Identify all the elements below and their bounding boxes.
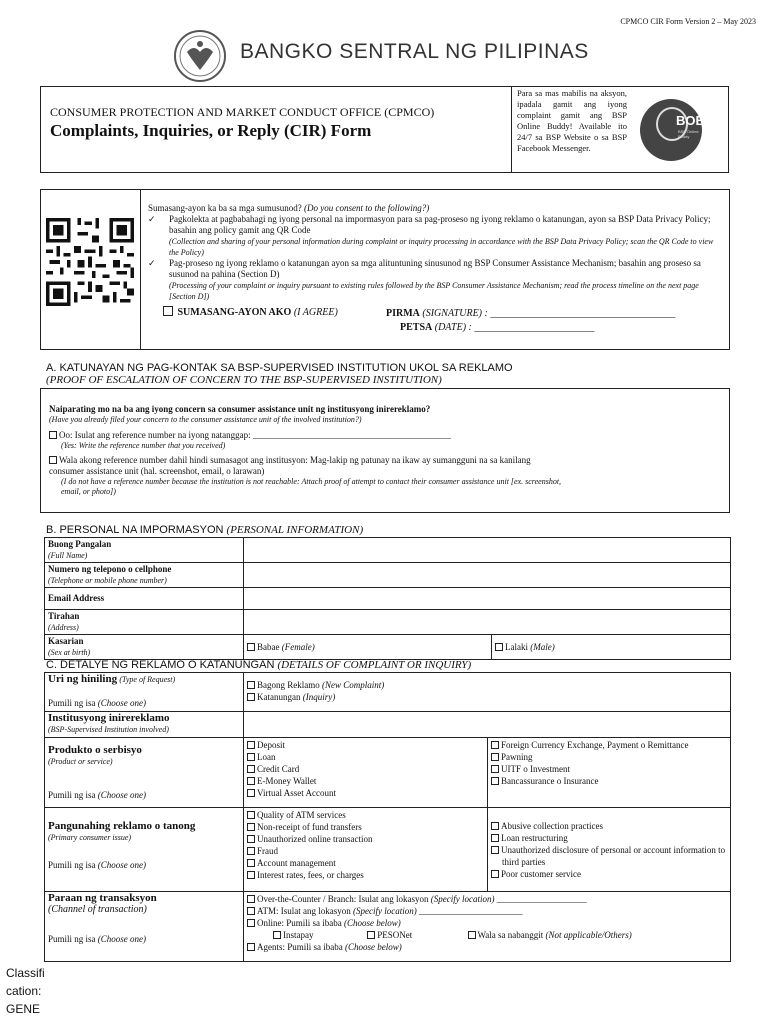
option-loan[interactable]: Loan	[247, 751, 484, 763]
option-instapay[interactable]: Instapay	[273, 929, 365, 941]
checkbox-icon[interactable]	[491, 846, 499, 854]
section-a-question: Naiparating mo na ba ang iyong concern sa consumer assistance unit ng institusyong inirereklamo?	[49, 404, 431, 414]
option-online[interactable]: Online: Pumili sa ibaba (Choose below)	[247, 917, 727, 929]
personal-info-table	[44, 537, 731, 660]
table-row: Kasarian (Sex at birth) Babae (Female) Lalaki (Male)	[45, 635, 731, 660]
checkbox-icon[interactable]	[247, 835, 255, 843]
option-deposit[interactable]: Deposit	[247, 739, 484, 751]
table-row: Tirahan (Address)	[45, 610, 731, 635]
option-credit-card[interactable]: Credit Card	[247, 763, 484, 775]
section-c-title: C. DETALYE NG REKLAMO O KATANUNGAN (DETAILS OF COMPLAINT OR INQUIRY)	[46, 659, 472, 671]
checkbox-icon[interactable]	[491, 822, 499, 830]
consent-item-privacy: Pagkolekta at pagbabahagi ng iyong personal na impormasyon para sa pag-proseso ng iyong reklamo o katanungan, ayon sa BSP Data Privacy Policy; basahin ang policy gamit ang QR Code (Collection and sharing of your personal information during complaint or inquiry processing in accordance with the BSP Data Privacy Policy; scan the QR Code to view the Policy)	[169, 214, 714, 257]
phone-field[interactable]	[244, 563, 731, 588]
option-online-na[interactable]: Wala sa nabanggit (Not applicable/Others)	[468, 930, 632, 940]
section-b-title: B. PERSONAL NA IMPORMASYON (PERSONAL INFORMATION)	[46, 524, 364, 536]
bob-promo	[511, 86, 729, 173]
agree-checkbox[interactable]: SUMASANG-AYON AKO (I AGREE)	[163, 306, 338, 318]
option-loan-restructuring[interactable]: Loan restructuring	[491, 832, 727, 844]
table-row: Paraan ng transaksyon (Channel of transaction) Pumili ng isa (Choose one) Over-the-Counter / Branch: Isulat ang lokasyon (Specify location) ____________________ ATM: Isulat ang lokasyon (Specify location) _______________________ Online: Pumili sa ibaba (Choose below) Instapay PESONet Wala sa nabanggit (Not applicable/Others) Agents: Pumili sa ibaba (Choose below)	[45, 892, 731, 962]
address-field[interactable]	[244, 610, 731, 635]
bsp-seal-icon	[174, 30, 226, 82]
section-a-box: Naiparating mo na ba ang iyong concern sa consumer assistance unit ng institusyong inirereklamo? (Have you already filed your concern to the consumer assistance unit of the involved institution?) Oo: Isulat ang reference number na iyong natanggap: ____________________________________________ (Yes: Write the reference number that you received) Wala akong reference number dahil hindi sumasagot ang institusyon: Mag-lakip ng patunay na ikaw ay sumangguni na sa kanilang consumer assistance unit (hal. screenshot, email, o larawan) (I do not have a reference number because the institution is not reachable: Attach proof of attempt to contact their consumer assistance unit [ex. screenshot, email, or photo])	[40, 388, 730, 513]
option-agents[interactable]: Agents: Pumili sa ibaba (Choose below)	[247, 941, 727, 953]
option-e-money[interactable]: E-Money Wallet	[247, 775, 484, 787]
checkbox-icon[interactable]	[49, 431, 57, 439]
form-header	[40, 86, 512, 173]
checkbox-icon[interactable]	[491, 753, 499, 761]
checkbox-icon[interactable]	[247, 693, 255, 701]
checkbox-icon[interactable]	[49, 456, 57, 464]
table-row: Institusyong inirereklamo (BSP-Supervised Institution involved)	[45, 712, 731, 738]
checkbox-icon[interactable]	[247, 859, 255, 867]
option-account-mgmt[interactable]: Account management	[247, 857, 484, 869]
checkbox-icon[interactable]	[468, 931, 476, 939]
option-unauthorized-disclosure[interactable]: Unauthorized disclosure of personal or account information to third parties	[491, 844, 727, 868]
option-pesonet[interactable]: PESONet	[367, 929, 465, 941]
checkbox-icon[interactable]	[247, 895, 255, 903]
option-abusive-collection[interactable]: Abusive collection practices	[491, 820, 727, 832]
consent-item-process: Pag-proseso ng iyong reklamo o katanungan ayon sa mga alituntuning sinusunod ng BSP Consumer Assistance Mechanism; basahin ang proseso sa susunod na pahina (Section D) (Processing of your complaint or inquiry pursuant to existing rules followed by the BSP Consumer Assistance Mechanism; read the process timeline on the next page [Section D])	[169, 258, 701, 301]
checkmark-icon: ✓	[148, 258, 156, 268]
signature-field[interactable]: PIRMA (SIGNATURE) : _____________________________________	[386, 308, 676, 319]
checkbox-icon[interactable]	[247, 943, 255, 951]
option-poor-service[interactable]: Poor customer service	[491, 868, 727, 880]
checkbox-icon[interactable]	[247, 789, 255, 797]
option-virtual-asset[interactable]: Virtual Asset Account	[247, 787, 484, 799]
option-no-reference[interactable]: Wala akong reference number dahil hindi sumasagot ang institusyon: Mag-lakip ng patunay na ikaw ay sumangguni na sa kanilang consumer assistance unit (hal. screenshot, email, o larawan)	[49, 455, 531, 476]
table-row: Produkto o serbisyo (Product or service) Pumili ng isa (Choose one) Deposit Loan Credit Card E-Money Wallet Virtual Asset Account Foreign Currency Exchange, Payment o Remittance Pawning UITF o Investment Bancassurance o Insurance	[45, 738, 731, 808]
table-row: Numero ng telepono o cellphone (Telephone or mobile phone number)	[45, 563, 731, 588]
checkbox-icon[interactable]	[247, 847, 255, 855]
checkbox-icon[interactable]	[491, 834, 499, 842]
checkbox-icon[interactable]	[247, 919, 255, 927]
option-otc[interactable]: Over-the-Counter / Branch: Isulat ang lokasyon (Specify location) ____________________	[247, 893, 727, 905]
checkbox-icon[interactable]	[247, 811, 255, 819]
option-new-complaint[interactable]: Bagong Reklamo (New Complaint)	[247, 679, 727, 691]
checkbox-icon[interactable]	[247, 777, 255, 785]
checkbox-icon[interactable]	[491, 741, 499, 749]
bob-label: BOB	[676, 113, 705, 128]
option-female[interactable]: Babae (Female)	[244, 635, 492, 660]
checkbox-icon[interactable]	[247, 753, 255, 761]
checkbox-icon[interactable]	[247, 871, 255, 879]
option-fraud[interactable]: Fraud	[247, 845, 484, 857]
table-row: Email Address	[45, 588, 731, 610]
form-version: CPMCO CIR Form Version 2 – May 2023	[620, 17, 756, 26]
checkbox-icon[interactable]	[273, 931, 281, 939]
option-unauthorized-txn[interactable]: Unauthorized online transaction	[247, 833, 484, 845]
table-row: Pangunahing reklamo o tanong (Primary consumer issue) Pumili ng isa (Choose one) Quality of ATM services Non-receipt of fund transfers Unauthorized online transaction Fraud Account management Interest rates, fees, or charges Abusive collection practices Loan restructuring Unauthorized disclosure of personal or account information to third parties Poor customer service	[45, 808, 731, 892]
option-male[interactable]: Lalaki (Male)	[492, 635, 731, 660]
complaint-details-table	[44, 672, 731, 962]
option-interest-fees[interactable]: Interest rates, fees, or charges	[247, 869, 484, 881]
date-field[interactable]: PETSA (DATE) : ________________________	[400, 322, 595, 333]
option-uitf[interactable]: UITF o Investment	[491, 763, 727, 775]
checkbox-icon[interactable]	[491, 870, 499, 878]
checkbox-icon[interactable]	[247, 823, 255, 831]
option-atm-quality[interactable]: Quality of ATM services	[247, 809, 484, 821]
checkbox-icon[interactable]	[247, 681, 255, 689]
qr-code-icon[interactable]	[46, 218, 134, 306]
email-field[interactable]	[244, 588, 731, 610]
checkmark-icon: ✓	[148, 214, 156, 224]
checkbox-icon[interactable]	[247, 741, 255, 749]
org-name: BANGKO SENTRAL NG PILIPINAS	[240, 40, 589, 63]
option-pawning[interactable]: Pawning	[491, 751, 727, 763]
classification-label: Classification: GENE	[6, 966, 45, 1016]
form-title: Complaints, Inquiries, or Reply (CIR) Form	[50, 121, 372, 140]
option-atm[interactable]: ATM: Isulat ang lokasyon (Specify location) _______________________	[247, 905, 727, 917]
option-forex[interactable]: Foreign Currency Exchange, Payment o Remittance	[491, 739, 727, 751]
consent-question: Sumasang-ayon ka ba sa mga sumusunod? (Do you consent to the following?)	[148, 203, 430, 213]
full-name-field[interactable]	[244, 538, 731, 563]
checkbox-icon[interactable]	[491, 765, 499, 773]
table-row: Uri ng hiniling (Type of Request) Pumili ng isa (Choose one) Bagong Reklamo (New Complaint) Katanungan (Inquiry)	[45, 673, 731, 712]
option-fund-transfer[interactable]: Non-receipt of fund transfers	[247, 821, 484, 833]
bob-icon: BOB BSP Online Buddy	[640, 99, 702, 161]
checkbox-icon[interactable]	[367, 931, 375, 939]
checkbox-icon[interactable]	[163, 306, 173, 316]
promo-text: Para sa mas mabilis na aksyon, ipadala gamit ang iyong complaint gamit ang BSP Online Buddy! Available ito 24/7 sa BSP Website o sa BSP Facebook Messenger.	[517, 88, 627, 153]
checkbox-icon[interactable]	[247, 643, 255, 651]
checkbox-icon[interactable]	[247, 765, 255, 773]
institution-field[interactable]	[244, 712, 731, 738]
option-yes[interactable]: Oo: Isulat ang reference number na iyong natanggap: ____________________________________________	[49, 430, 451, 440]
option-inquiry[interactable]: Katanungan (Inquiry)	[247, 691, 727, 703]
option-insurance[interactable]: Bancassurance o Insurance	[491, 775, 727, 787]
table-row: Buong Pangalan (Full Name)	[45, 538, 731, 563]
checkbox-icon[interactable]	[491, 777, 499, 785]
checkbox-icon[interactable]	[247, 907, 255, 915]
checkbox-icon[interactable]	[495, 643, 503, 651]
office-name: CONSUMER PROTECTION AND MARKET CONDUCT OFFICE (CPMCO)	[50, 105, 435, 119]
section-a-title: A. KATUNAYAN NG PAG-KONTAK SA BSP-SUPERVISED INSTITUTION UKOL SA REKLAMO (PROOF OF ESCALATION OF CONCERN TO THE BSP-SUPERVISED INSTITUTION)	[46, 362, 513, 386]
